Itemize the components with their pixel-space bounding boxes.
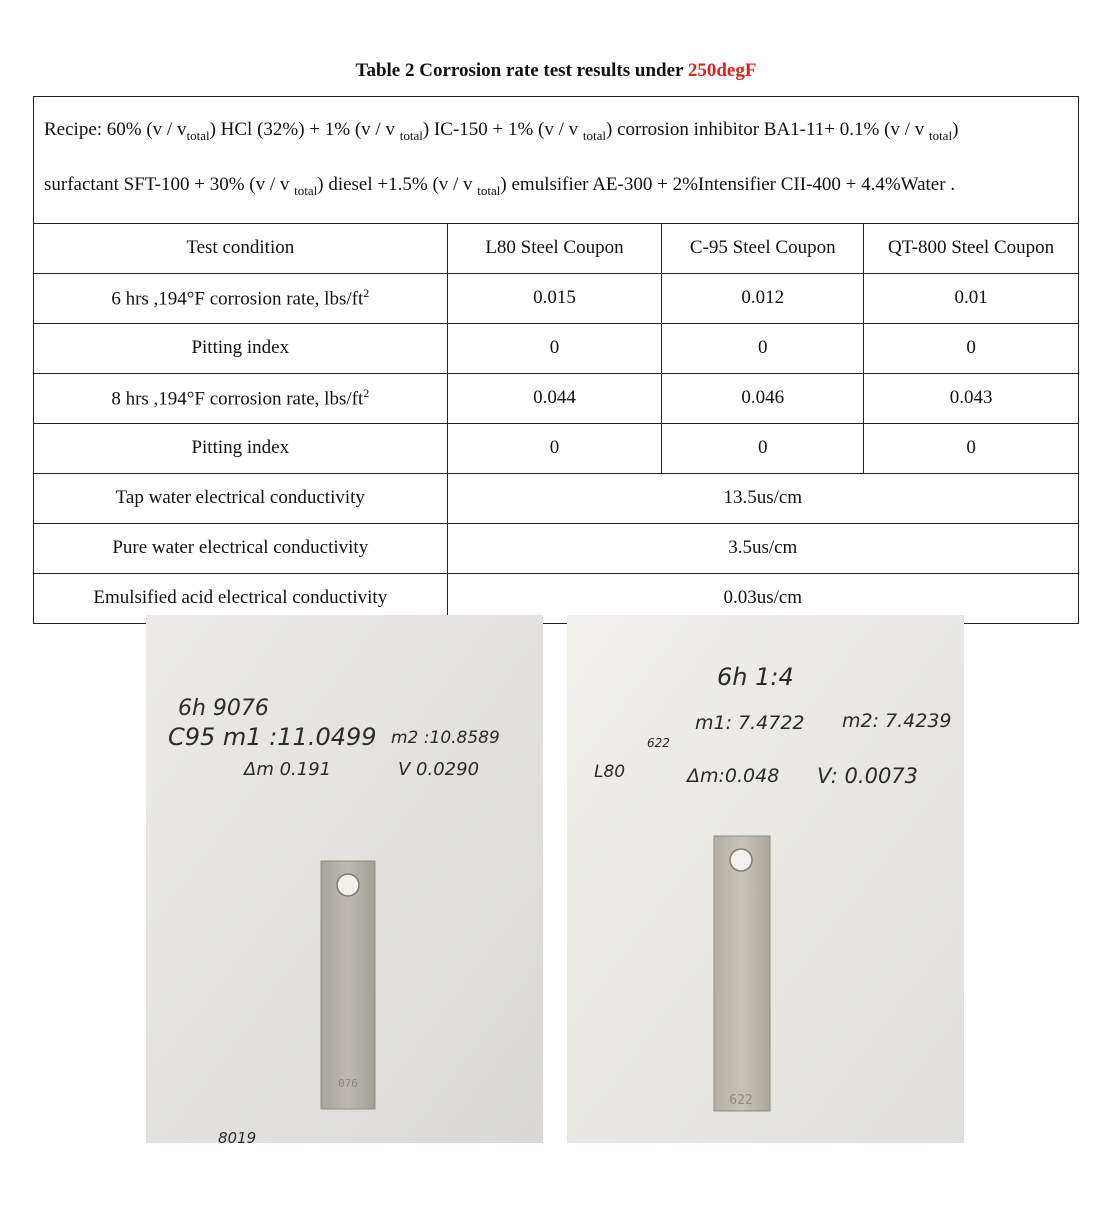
- note-line-2: C95 m1 :11.0499: [168, 723, 377, 751]
- recipe-cell: Recipe: 60% $(v / v_{total})$ HCl (32%) + 1% (v / v $_{total}$) IC-150 + 1% (v / v $_{total}$) corrosion inhibitor BA1-11+ 0.1% (v / v $_{total}$) surfactant SFT-100 + 30% (v / v $_{total}$) diesel +1.5% (v / v $_{total}$) emulsifier AE-300 + 2%Intensifier CII-400 + 4.4%Water .: [34, 97, 1079, 224]
- cell-value: 0.046: [662, 373, 864, 423]
- row-label: Tap water electrical conductivity: [34, 473, 448, 523]
- steel-coupon: [321, 861, 375, 1109]
- header-l80: L80 Steel Coupon: [447, 223, 662, 273]
- cell-value: 0.012: [662, 273, 864, 323]
- cell-value: 0.01: [864, 273, 1079, 323]
- cell-value: 0: [447, 323, 662, 373]
- cell-value: 0: [864, 423, 1079, 473]
- note-line-3b: V 0.0290: [398, 759, 480, 780]
- row-label: Pitting index: [34, 323, 448, 373]
- note-line-2: m1: 7.4722: [695, 712, 805, 734]
- coupon-stamp: 076: [338, 1077, 358, 1090]
- note-side: L80: [594, 762, 626, 782]
- cell-value: 0: [447, 423, 662, 473]
- table-row: [34, 473, 1079, 523]
- cell-value: 0.044: [447, 373, 662, 423]
- title-text: Table 2 Corrosion rate test results under: [355, 60, 688, 81]
- note-line-2b: m2 :10.8589: [391, 728, 500, 748]
- steel-coupon: [714, 836, 770, 1111]
- note-line-1: 6h 9076: [178, 696, 269, 721]
- row-label: Pure water electrical conductivity: [34, 523, 448, 573]
- note-bottom: 8019: [218, 1129, 257, 1143]
- table-row: [34, 373, 1079, 423]
- cell-value: 13.5us/cm: [447, 473, 1078, 523]
- table-row: [34, 423, 1079, 473]
- recipe-row: [34, 97, 1079, 224]
- results-table: [33, 96, 1079, 624]
- header-test-condition: Test condition: [34, 223, 448, 273]
- cell-value: 0.015: [447, 273, 662, 323]
- row-label: Pitting index: [34, 423, 448, 473]
- row-label: 8 hrs ,194°F corrosion rate, lbs/$ft^2$: [34, 373, 448, 423]
- photo-l80-coupon: [567, 615, 964, 1143]
- cell-value: 0.043: [864, 373, 1079, 423]
- cell-value: 0: [662, 323, 864, 373]
- table-title: [0, 60, 1112, 82]
- note-line-1: 6h 1:4: [717, 663, 794, 691]
- coupon-stamp: 622: [729, 1093, 753, 1108]
- header-qt800: QT-800 Steel Coupon: [864, 223, 1079, 273]
- note-line-2a: 622: [647, 736, 670, 750]
- table-row: [34, 273, 1079, 323]
- note-line-3: Δm 0.191: [244, 759, 332, 780]
- note-line-3: Δm:0.048: [687, 765, 780, 787]
- coupon-hole: [337, 874, 359, 896]
- table-row: [34, 323, 1079, 373]
- cell-value: 0: [864, 323, 1079, 373]
- coupon-hole: [730, 849, 752, 871]
- row-label: Emulsified acid electrical conductivity: [34, 573, 448, 623]
- title-temperature: 250degF: [687, 60, 757, 81]
- header-c95: C-95 Steel Coupon: [662, 223, 864, 273]
- cell-value: 0: [662, 423, 864, 473]
- table-row: [34, 523, 1079, 573]
- note-line-3b: V: 0.0073: [817, 764, 919, 788]
- header-row: [34, 223, 1079, 273]
- note-line-2b: m2: 7.4239: [842, 710, 952, 732]
- cell-value: 3.5us/cm: [447, 523, 1078, 573]
- cell-value: 0.03us/cm: [447, 573, 1078, 623]
- row-label: 6 hrs ,194°F corrosion rate, lbs/$ft^2$: [34, 273, 448, 323]
- photo-c95-coupon: [146, 615, 543, 1143]
